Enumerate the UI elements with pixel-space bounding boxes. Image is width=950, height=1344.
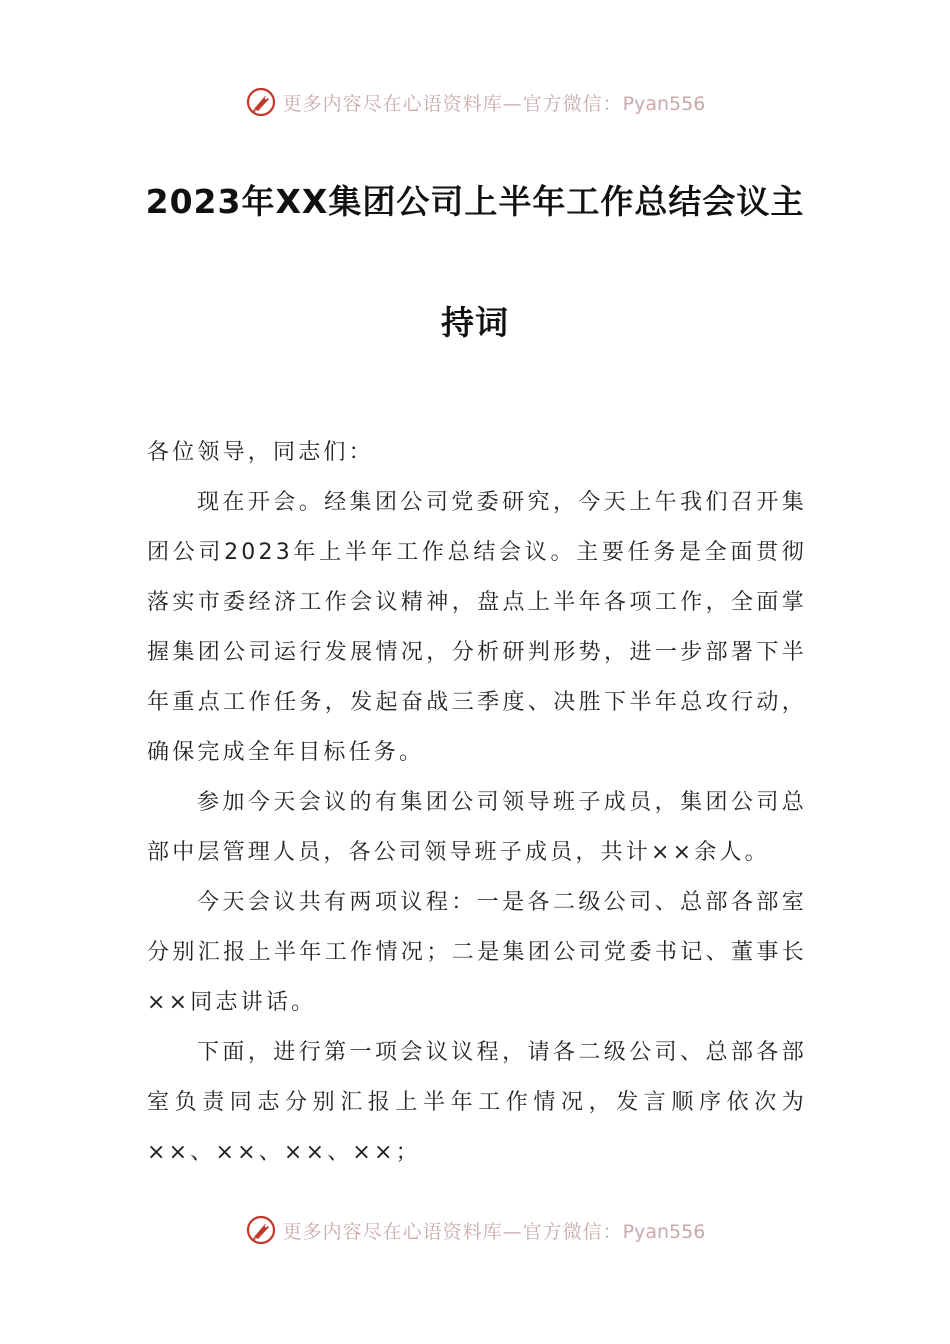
header-watermark: [0, 82, 950, 122]
document-title-line-2: 持词: [441, 303, 509, 342]
watermark-text: 更多内容尽在心语资料库—官方微信：Pyan556: [282, 1220, 706, 1243]
paragraph-4: 下面，进行第一项会议议程，请各二级公司、总部各部室负责同志分别汇报上半年工作情况，发言顺序依次为××、××、××、××；: [147, 1040, 807, 1165]
watermark-text: 更多内容尽在心语资料库—官方微信：Pyan556: [282, 92, 706, 115]
watermark-id: Pyan556: [622, 1220, 706, 1243]
footer-watermark: [0, 1210, 950, 1250]
document-title-line-1: 2023年XX集团公司上半年工作总结会议主: [145, 182, 805, 221]
paragraph-2: 参加今天会议的有集团公司领导班子成员，集团公司总部中层管理人员，各公司领导班子成员，共计××余人。: [147, 790, 807, 865]
salutation: 各位领导，同志们：: [147, 440, 374, 465]
watermark-id: Pyan556: [622, 92, 706, 115]
document-body: [147, 428, 807, 1178]
paragraph-3: 今天会议共有两项议程：一是各二级公司、总部各部室分别汇报上半年工作情况；二是集团公司党委书记、董事长××同志讲话。: [147, 890, 807, 1015]
pen-nib-logo-icon: [245, 86, 277, 118]
pen-nib-logo-icon: [245, 1214, 277, 1246]
paragraph-1: 现在开会。经集团公司党委研究，今天上午我们召开集团公司2023年上半年工作总结会议。主要任务是全面贯彻落实市委经济工作会议精神，盘点上半年各项工作，全面掌握集团公司运行发展情况，分析研判形势，进一步部署下半年重点工作任务，发起奋战三季度、决胜下半年总攻行动，确保完成全年目标任务。: [147, 490, 807, 765]
